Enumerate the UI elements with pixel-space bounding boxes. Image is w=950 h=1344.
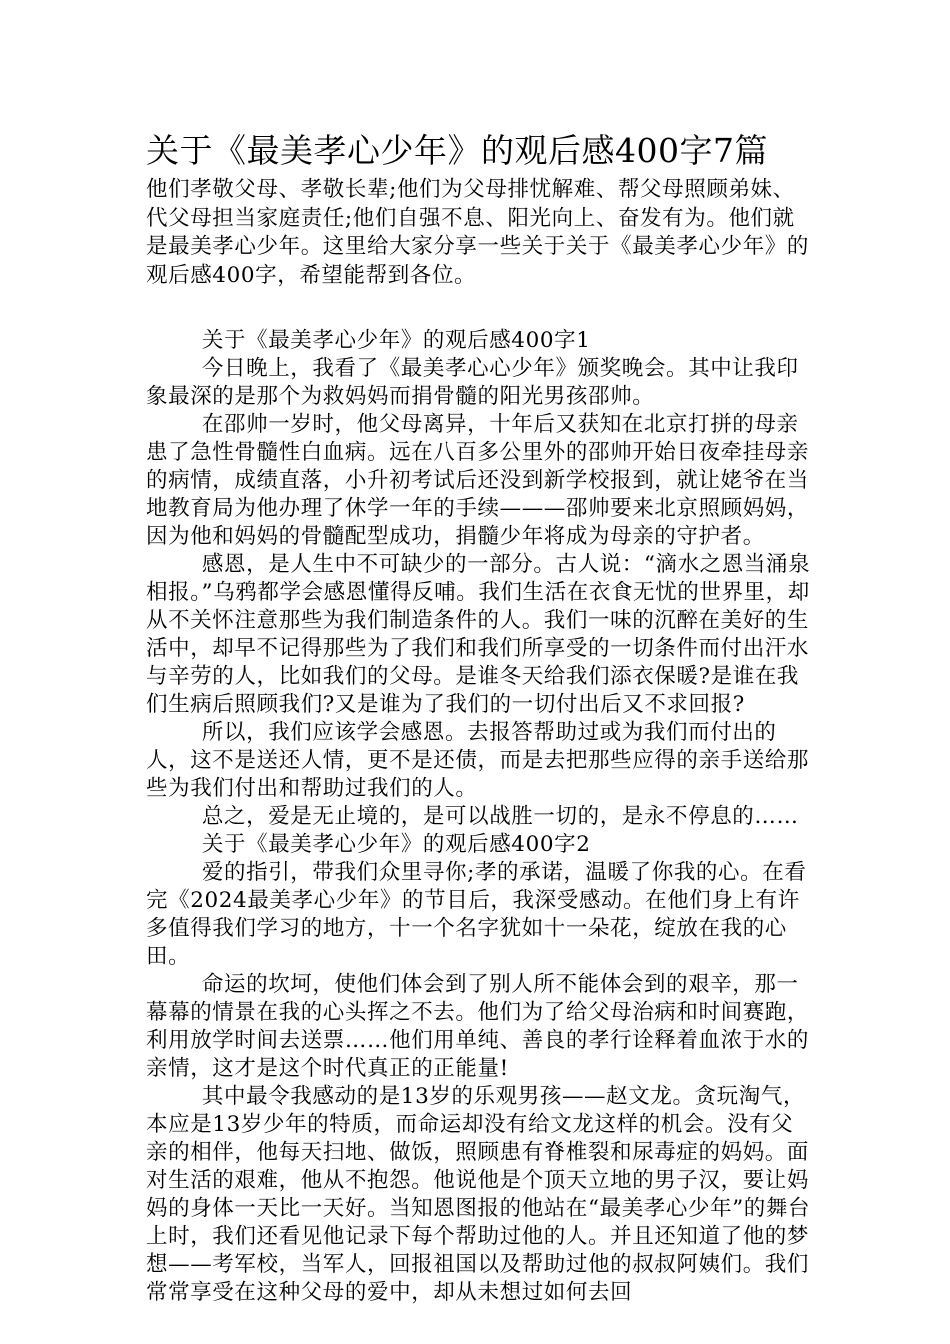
- body-paragraph: 今日晚上，我看了《最美孝心心少年》颁奖晚会。其中让我印象最深的是那个为救妈妈而捐骨髓的阳光男孩邵帅。: [146, 356, 799, 409]
- body-paragraph: 在邵帅一岁时，他父母离异，十年后又获知在北京打拼的母亲患了急性骨髓性白血病。远在八百多公里外的邵帅开始日夜牵挂母亲的病情，成绩直落，小升初考试后还没到新学校报到，就让姥爷在当地教育局为他办理了休学一年的手续———邵帅要来北京照顾妈妈，因为他和妈妈的骨髓配型成功，捐髓少年将成为母亲的守护者。: [146, 412, 810, 549]
- intro-paragraph: 他们孝敬父母、孝敬长辈;他们为父母排忧解难、帮父母照顾弟妹、代父母担当家庭责任;他们自强不息、阳光向上、奋发有为。他们就是最美孝心少年。这里给大家分享一些关于关于《最美孝心少年》的观后感400字，希望能帮到各位。: [146, 177, 810, 288]
- body-paragraph: 总之，爱是无止境的，是可以战胜一切的，是永不停息的……: [201, 804, 799, 829]
- body-paragraph: 命运的坎坷，使他们体会到了别人所不能体会到的艰辛，那一幕幕的情景在我的心头挥之不去。他们为了给父母治病和时间赛跑，利用放学时间去送票……他们用单纯、善良的孝行诠释着血浓于水的亲情，这才是这个时代真正的正能量!: [146, 972, 810, 1081]
- body-paragraph: 爱的指引，带我们众里寻你;孝的承诺，温暖了你我的心。在看完《2024最美孝心少年》的节目后，我深受感动。在他们身上有许多值得我们学习的地方，十一个名字犹如十一朵花，绽放在我的心田。: [146, 860, 807, 969]
- document-body: [146, 327, 812, 1307]
- section-heading-2: 关于《最美孝心少年》的观后感400字2: [201, 832, 591, 857]
- body-paragraph: 感恩，是人生中不可缺少的一部分。古人说：“滴水之恩当涌泉相报。”乌鸦都学会感恩懂得反哺。我们生活在衣食无忧的世界里，却从不关怀注意那些为我们制造条件的人。我们一味的沉醉在美好的生活中，却早不记得那些为了我们和我们所享受的一切条件而付出汗水与辛劳的人，比如我们的父母。是谁冬天给我们添衣保暖?是谁在我们生病后照顾我们?又是谁为了我们的一切付出后又不求回报?: [146, 552, 811, 717]
- section-heading-1: 关于《最美孝心少年》的观后感400字1: [201, 328, 591, 353]
- body-paragraph: 所以，我们应该学会感恩。去报答帮助过或为我们而付出的人，这不是送还人情，更不是还债，而是去把那些应得的亲手送给那些为我们付出和帮助过我们的人。: [146, 720, 810, 801]
- body-paragraph: 其中最令我感动的是13岁的乐观男孩——赵文龙。贪玩淘气，本应是13岁少年的特质，而命运却没有给文龙这样的机会。没有父亲的相伴，他每天扫地、做饭，照顾患有脊椎裂和尿毒症的妈妈。面对生活的艰难，他从不抱怨。他说他是个顶天立地的男子汉，要让妈妈的身体一天比一天好。当知恩图报的他站在“最美孝心少年”的舞台上时，我们还看见他记录下每个帮助过他的人。并且还知道了他的梦想——考军校，当军人，回报祖国以及帮助过他的叔叔阿姨们。我们常常享受在这种父母的爱中，却从未想过如何去回: [146, 1084, 811, 1305]
- document-title: 关于《最美孝心少年》的观后感400字7篇: [146, 131, 768, 170]
